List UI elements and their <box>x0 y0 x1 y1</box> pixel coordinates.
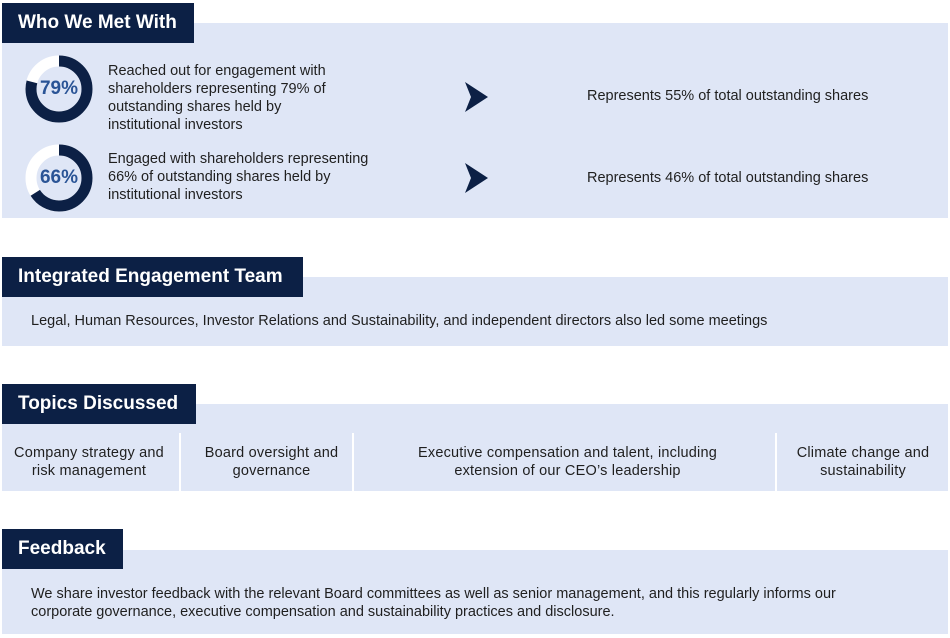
percent-66-label: 66% <box>39 167 79 188</box>
reached-out-text: Reached out for engagement with shareholders representing 79% of outstanding shares held by institutional investors <box>108 63 326 133</box>
topic-divider <box>352 433 354 491</box>
topic-board-oversight: Board oversight and governance <box>204 445 339 479</box>
arrow-right-icon <box>462 161 490 195</box>
integrated-team-header: Integrated Engagement Team <box>2 257 303 297</box>
topic-divider <box>179 433 181 491</box>
topic-divider <box>775 433 777 491</box>
represents-55-text: Represents 55% of total outstanding shares <box>587 88 869 104</box>
topic-climate-change: Climate change and sustainability <box>796 445 930 479</box>
feedback-header: Feedback <box>2 529 123 569</box>
arrow-right-icon <box>462 80 490 114</box>
topic-strategy: Company strategy and risk management <box>14 445 164 479</box>
topic-executive-compensation: Executive compensation and talent, including extension of our CEO’s leadership <box>418 445 717 479</box>
feedback-text: We share investor feedback with the relevant Board committees as well as senior management, and this regularly informs our corporate governance, executive compensation and sustainability practices and disclosure. <box>31 586 836 620</box>
percent-79-label: 79% <box>39 78 79 99</box>
topics-header: Topics Discussed <box>2 384 196 424</box>
represents-46-text: Represents 46% of total outstanding shares <box>587 170 869 186</box>
engaged-text: Engaged with shareholders representing 66% of outstanding shares held by institutional investors <box>108 151 369 203</box>
who-we-met-header: Who We Met With <box>2 3 194 43</box>
integrated-team-text: Legal, Human Resources, Investor Relations and Sustainability, and independent directors also led some meetings <box>31 313 768 329</box>
